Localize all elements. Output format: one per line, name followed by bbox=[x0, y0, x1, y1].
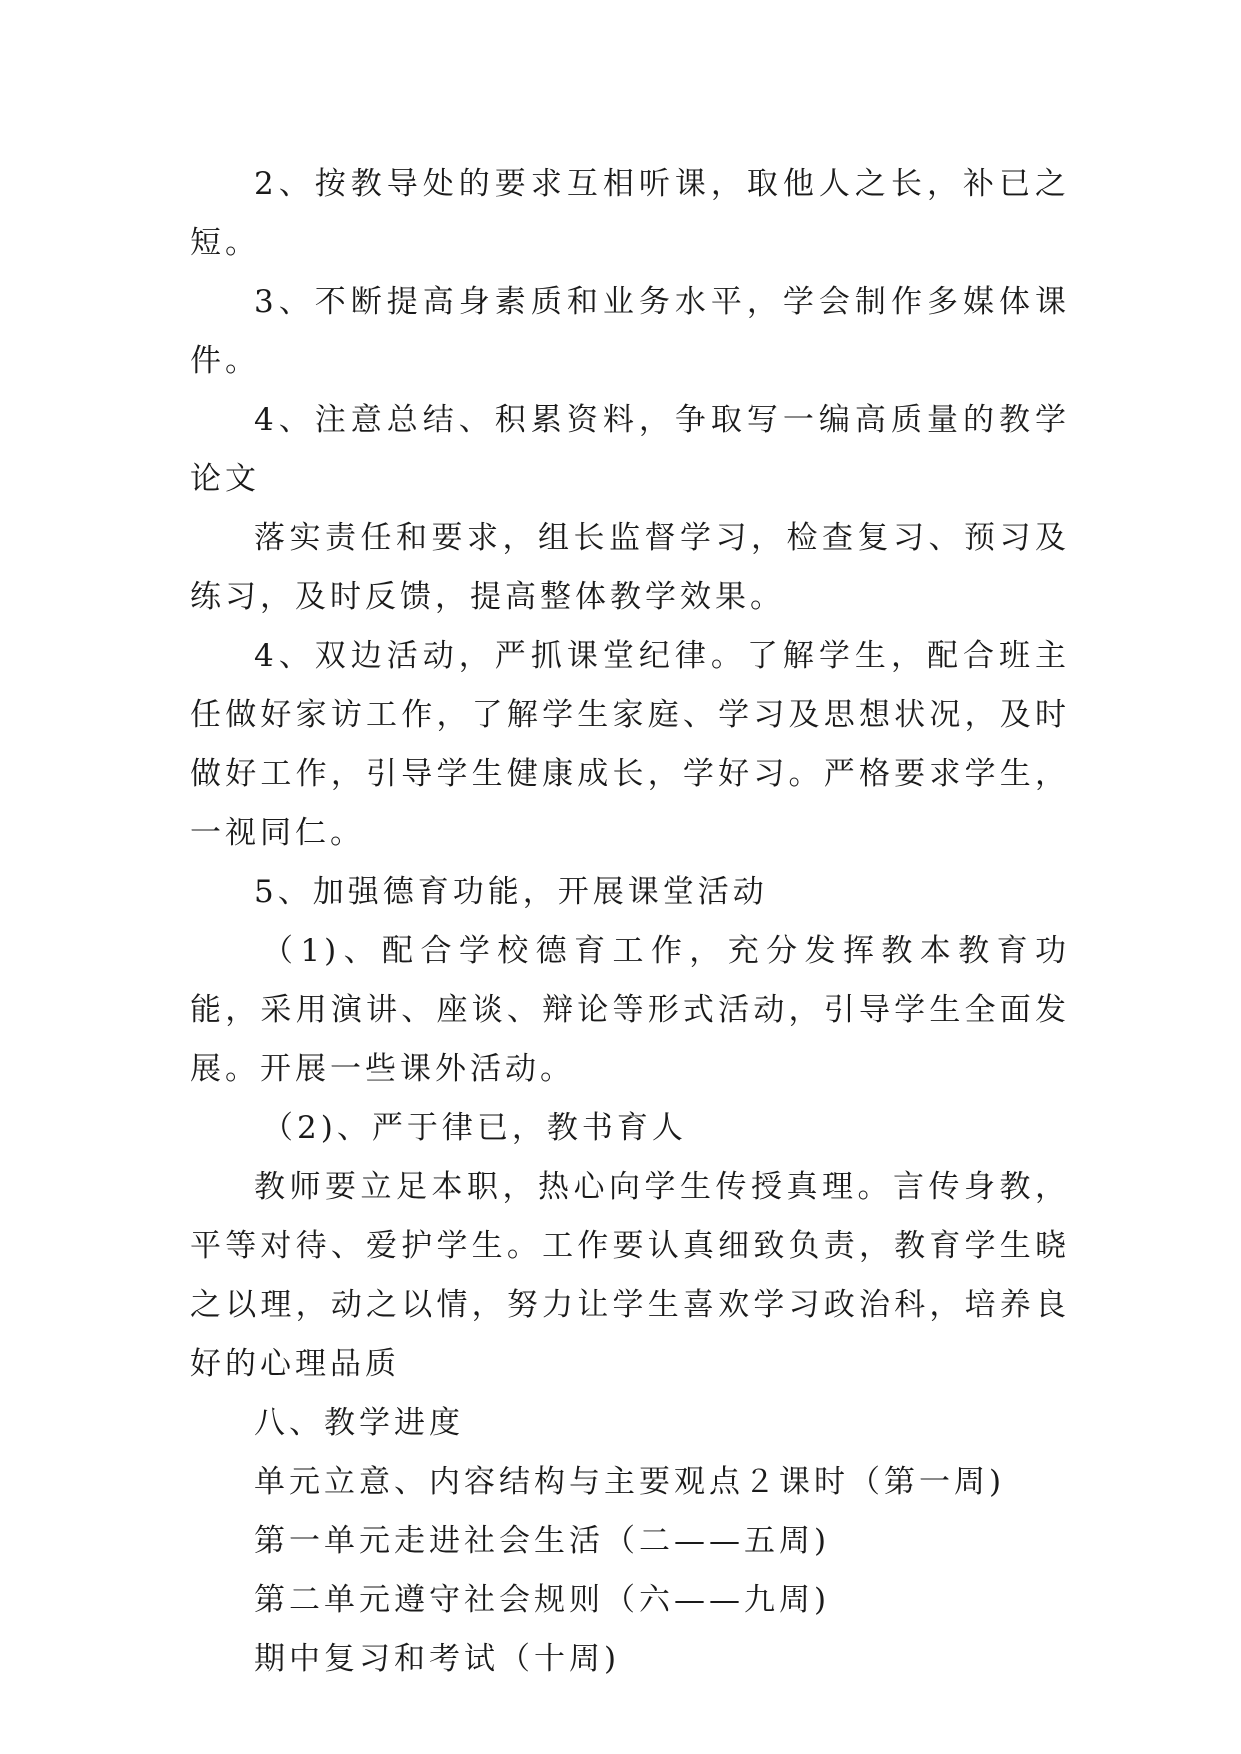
paragraph-teacher-duty: 教师要立足本职，热心向学生传授真理。言传身教，平等对待、爱护学生。工作要认真细致负责，教育学生晓之以理，动之以情，努力让学生喜欢学习政治科，培养良好的心理品质 bbox=[190, 1169, 1070, 1382]
schedule-item-unit-2: 第二单元遵守社会规则（六——九周) bbox=[254, 1582, 831, 1618]
paragraph-item-2: （2)、严于律已，教书育人 bbox=[262, 1110, 687, 1146]
paragraph-responsibility: 落实责任和要求，组长监督学习，检查复习、预习及练习，及时反馈，提高整体教学效果。 bbox=[190, 520, 1070, 615]
schedule-item-unit-1: 第一单元走进社会生活（二——五周) bbox=[254, 1523, 831, 1559]
document-body bbox=[190, 155, 1070, 1689]
schedule-item-intro: 单元立意、内容结构与主要观点２课时（第一周) bbox=[254, 1464, 1006, 1500]
paragraph-moral-education: 5、加强德育功能，开展课堂活动 bbox=[254, 874, 768, 910]
schedule-item-midterm: 期中复习和考试（十周) bbox=[254, 1641, 621, 1677]
paragraph-summarize: 4、注意总结、积累资料，争取写一编高质量的教学论文 bbox=[190, 402, 1070, 497]
paragraph-item-1: （1)、配合学校德育工作，充分发挥教本教育功能，采用演讲、座谈、辩论等形式活动，引导学生全面发展。开展一些课外活动。 bbox=[190, 933, 1070, 1087]
section-heading-progress: 八、教学进度 bbox=[254, 1405, 464, 1441]
paragraph-listen-class: 2、按教导处的要求互相听课，取他人之长，补已之短。 bbox=[190, 166, 1070, 261]
paragraph-improve-quality: 3、不断提高身素质和业务水平，学会制作多媒体课件。 bbox=[190, 284, 1070, 379]
paragraph-bilateral-activities: 4、双边活动，严抓课堂纪律。了解学生，配合班主任做好家访工作，了解学生家庭、学习及思想状况，及时做好工作，引导学生健康成长，学好习。严格要求学生，一视同仁。 bbox=[190, 638, 1070, 851]
